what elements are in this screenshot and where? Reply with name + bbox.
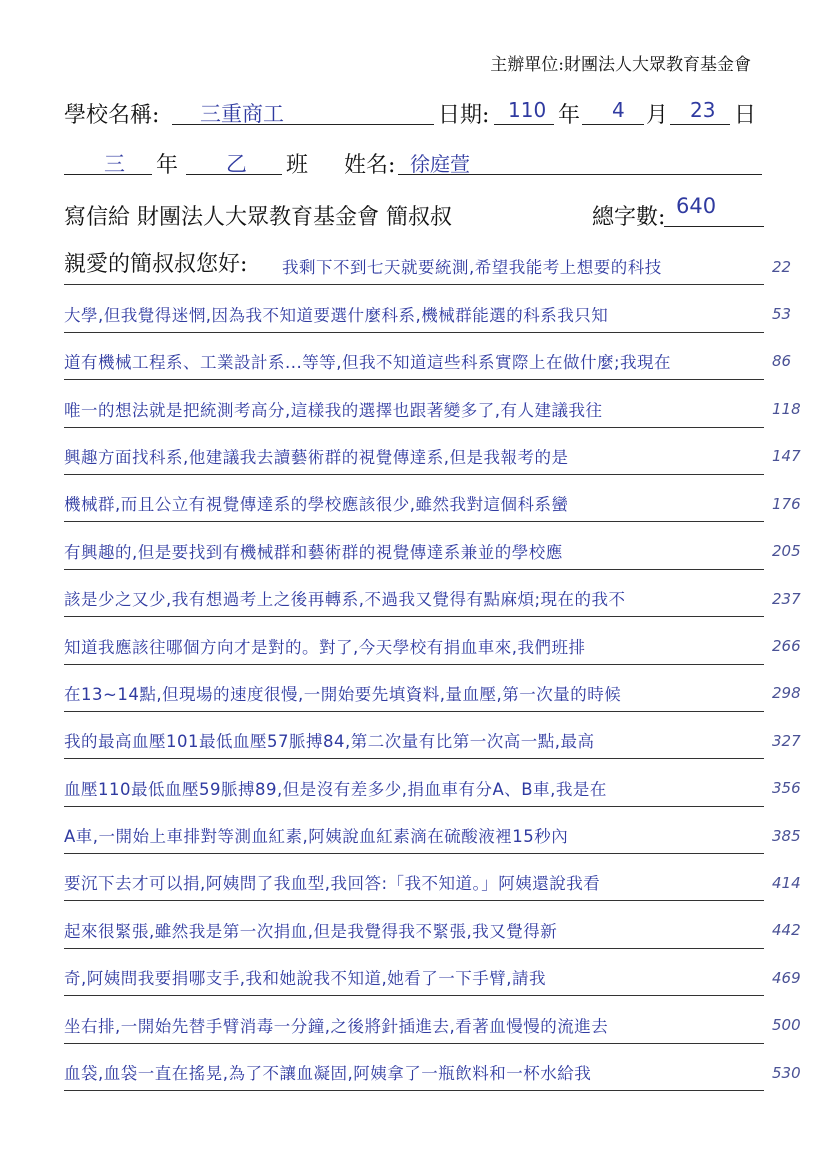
letter-line-text: 興趣方面找科系,他建議我去讀藝術群的視覺傳達系,但是我報考的是 <box>64 447 569 467</box>
letter-line <box>64 428 764 475</box>
letter-line <box>64 570 764 617</box>
date-year-label: 年 <box>558 103 581 128</box>
word-count-value: 640 <box>676 194 717 218</box>
name-label: 姓名: <box>344 153 396 178</box>
name-value: 徐庭萱 <box>410 152 470 176</box>
letter-line-text: 機械群,而且公立有視覺傳達系的學校應該很少,雖然我對這個科系蠻 <box>64 495 569 515</box>
grade-label: 年 <box>156 153 179 178</box>
letter-line <box>64 901 764 948</box>
date-month-value: 4 <box>612 98 625 122</box>
char-count: 414 <box>772 874 801 892</box>
date-year-value: 110 <box>508 98 547 122</box>
letter-line-text: 血袋,血袋一直在搖晃,為了不讓血凝固,阿姨拿了一瓶飲料和一杯水給我 <box>64 1064 592 1084</box>
char-count: 385 <box>772 827 801 845</box>
letter-line-text: 在13~14點,但現場的速度很慢,一開始要先填資料,量血壓,第一次量的時候 <box>64 684 622 704</box>
letter-line <box>64 285 764 332</box>
letter-line-text: 大學,但我覺得迷惘,因為我不知道要選什麼科系,機械群能選的科系我只知 <box>64 305 609 325</box>
letter-line-text: A車,一開始上車排對等測血紅素,阿姨說血紅素滴在硫酸液裡15秒內 <box>64 827 569 847</box>
char-count: 442 <box>772 921 801 939</box>
char-count: 176 <box>772 495 801 513</box>
char-count: 327 <box>772 732 801 750</box>
word-count-underline <box>664 226 764 227</box>
letter-line <box>64 854 764 901</box>
date-year-underline <box>494 124 554 125</box>
char-count: 205 <box>772 542 801 560</box>
word-count-label: 總字數: <box>592 205 666 230</box>
organizer-text: 主辦單位:財團法人大眾教育基金會 <box>490 55 751 75</box>
char-count: 147 <box>772 447 801 465</box>
letter-line <box>64 807 764 854</box>
date-month-label: 月 <box>646 103 669 128</box>
char-count: 237 <box>772 590 801 608</box>
date-label: 日期: <box>438 103 490 128</box>
letter-line-text: 要沉下去才可以捐,阿姨問了我血型,我回答:「我不知道。」阿姨還說我看 <box>64 874 601 894</box>
greeting: 親愛的簡叔叔您好: <box>64 252 248 278</box>
letter-line <box>64 1044 764 1091</box>
letter-line-text: 唯一的想法就是把統測考高分,這樣我的選擇也跟著變多了,有人建議我往 <box>64 400 603 420</box>
letter-line <box>64 333 764 380</box>
letter-line <box>64 380 764 427</box>
class-label: 班 <box>286 153 309 178</box>
letter-line <box>64 949 764 996</box>
letter-line-text: 有興趣的,但是要找到有機械群和藝術群的視覺傳達系兼並的學校應 <box>64 542 563 562</box>
letter-line-text: 奇,阿姨問我要捐哪支手,我和她說我不知道,她看了一下手臂,請我 <box>64 969 546 989</box>
letter-line-text: 該是少之又少,我有想過考上之後再轉系,不過我又覺得有點麻煩;現在的我不 <box>64 590 626 610</box>
letter-line-text: 我剩下不到七天就要統測,希望我能考上想要的科技 <box>282 258 662 278</box>
letter-line <box>64 996 764 1043</box>
letter-body <box>64 238 764 1091</box>
char-count: 118 <box>772 400 801 418</box>
letter-line <box>64 665 764 712</box>
school-value: 三重商工 <box>200 102 284 126</box>
char-count: 298 <box>772 684 801 702</box>
letter-recipient: 寫信給 財團法人大眾教育基金會 簡叔叔 <box>64 205 452 230</box>
letter-line-text: 知道我應該往哪個方向才是對的。對了,今天學校有捐血車來,我們班排 <box>64 637 586 657</box>
letter-line-text: 道有機械工程系、工業設計系...等等,但我不知道這些科系實際上在做什麼;我現在 <box>64 353 672 373</box>
letter-line <box>64 238 764 285</box>
school-label: 學校名稱: <box>64 103 160 128</box>
date-day-value: 23 <box>690 98 716 122</box>
char-count: 469 <box>772 969 801 987</box>
char-count: 530 <box>772 1064 801 1082</box>
date-month-underline <box>582 124 644 125</box>
char-count: 266 <box>772 637 801 655</box>
letter-line-text: 血壓110最低血壓59脈搏89,但是沒有差多少,捐血車有分A、B車,我是在 <box>64 779 607 799</box>
letter-line <box>64 617 764 664</box>
char-count: 356 <box>772 779 801 797</box>
letter-line <box>64 475 764 522</box>
grade-value: 三 <box>104 152 125 176</box>
letter-line <box>64 712 764 759</box>
date-day-underline <box>670 124 730 125</box>
char-count: 22 <box>772 258 792 276</box>
letter-line-text: 我的最高血壓101最低血壓57脈搏84,第二次量有比第一次高一點,最高 <box>64 732 595 752</box>
char-count: 86 <box>772 352 792 370</box>
char-count: 53 <box>772 305 792 323</box>
letter-line <box>64 522 764 569</box>
char-count: 500 <box>772 1016 801 1034</box>
class-value: 乙 <box>226 152 247 176</box>
letter-line-text: 坐右排,一開始先替手臂消毒一分鐘,之後將針插進去,看著血慢慢的流進去 <box>64 1016 609 1036</box>
letter-line <box>64 759 764 806</box>
letter-line-text: 起來很緊張,雖然我是第一次捐血,但是我覺得我不緊張,我又覺得新 <box>64 921 558 941</box>
date-day-label: 日 <box>734 103 757 128</box>
